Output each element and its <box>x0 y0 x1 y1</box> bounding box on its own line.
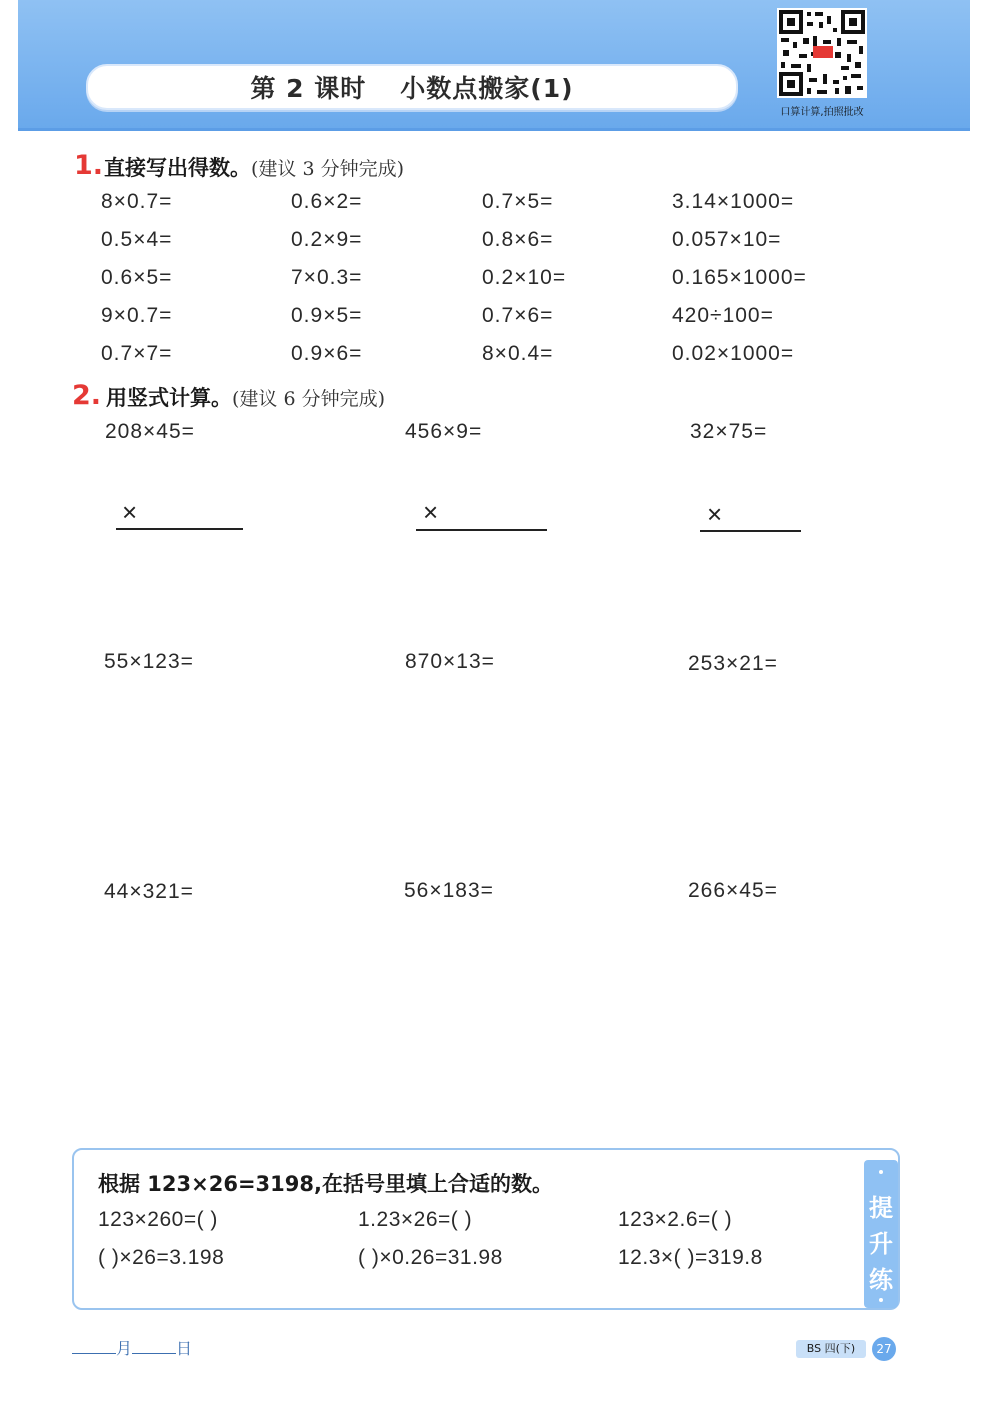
oral-problem: 0.8×6= <box>482 228 554 251</box>
vertical-problem: 55×123= <box>104 650 194 673</box>
section-2-hint: (建议 6 分钟完成) <box>232 388 385 410</box>
vertical-problem: 208×45= <box>105 420 195 443</box>
oral-problem: 0.5×4= <box>101 228 173 251</box>
page-number: 27 <box>872 1337 896 1361</box>
day-blank[interactable] <box>132 1353 176 1354</box>
fill-blank-problem[interactable]: 123×2.6=( ) <box>618 1208 733 1231</box>
vertical-problem: 870×13= <box>405 650 495 673</box>
fill-blank-problem[interactable]: 12.3×( )=319.8 <box>618 1246 763 1269</box>
qr-code-icon[interactable] <box>777 8 867 98</box>
vertical-problem: 32×75= <box>690 420 768 443</box>
grade-tag: BS 四(下) <box>796 1340 866 1358</box>
oral-problem: 0.7×5= <box>482 190 554 213</box>
tab-char: 升 <box>869 1230 893 1258</box>
times-sign: × <box>122 497 138 527</box>
oral-problem: 0.7×6= <box>482 304 554 327</box>
section-1-hint: (建议 3 分钟完成) <box>251 158 404 180</box>
tab-char: 练 <box>869 1266 893 1294</box>
lesson-label: 第 2 课时 <box>250 74 367 103</box>
tab-dot <box>879 1298 883 1302</box>
fill-blank-problem[interactable]: ( )×26=3.198 <box>98 1246 225 1269</box>
oral-problem: 0.9×5= <box>291 304 363 327</box>
section-2-number: 2. <box>72 380 102 411</box>
section-1-title: 直接写出得数。 <box>104 156 251 180</box>
oral-problem: 0.9×6= <box>291 342 363 365</box>
lesson-title: 小数点搬家(1) <box>400 74 574 103</box>
vertical-problem: 266×45= <box>688 879 778 902</box>
times-sign: × <box>423 497 439 527</box>
section-2-title: 用竖式计算。 <box>106 386 232 410</box>
section-2-heading <box>106 382 385 412</box>
answer-line <box>700 530 801 532</box>
section-1-heading <box>104 152 404 182</box>
qr-caption: 口算计算,拍照批改 <box>780 107 864 118</box>
page-title <box>86 64 738 110</box>
oral-problem: 8×0.4= <box>482 342 554 365</box>
month-blank[interactable] <box>72 1353 116 1354</box>
date-field[interactable] <box>72 1336 192 1359</box>
fill-blank-problem[interactable]: 123×260=( ) <box>98 1208 218 1231</box>
oral-problem: 420÷100= <box>672 304 774 327</box>
answer-line <box>116 528 243 530</box>
oral-problem: 0.165×1000= <box>672 266 807 289</box>
times-sign: × <box>707 499 723 529</box>
boost-title: 根据 123×26=3198,在括号里填上合适的数。 <box>98 1172 553 1196</box>
tab-char: 提 <box>869 1194 893 1222</box>
oral-problem: 0.057×10= <box>672 228 782 251</box>
fill-blank-problem[interactable]: 1.23×26=( ) <box>358 1208 473 1231</box>
section-1-number: 1. <box>74 150 104 181</box>
oral-problem: 8×0.7= <box>101 190 173 213</box>
oral-problem: 9×0.7= <box>101 304 173 327</box>
oral-problem: 0.2×9= <box>291 228 363 251</box>
day-label: 日 <box>176 1339 193 1358</box>
oral-problem: 7×0.3= <box>291 266 363 289</box>
boost-practice-tab <box>864 1160 898 1308</box>
tab-dot <box>879 1170 883 1174</box>
oral-problem: 0.02×1000= <box>672 342 795 365</box>
vertical-problem: 56×183= <box>404 879 494 902</box>
vertical-problem: 44×321= <box>104 880 194 903</box>
oral-problem: 0.2×10= <box>482 266 567 289</box>
oral-problem: 3.14×1000= <box>672 190 795 213</box>
vertical-problem: 456×9= <box>405 420 483 443</box>
oral-problem: 0.7×7= <box>101 342 173 365</box>
vertical-problem: 253×21= <box>688 652 778 675</box>
month-label: 月 <box>116 1339 133 1358</box>
answer-line <box>416 529 547 531</box>
oral-problem: 0.6×2= <box>291 190 363 213</box>
oral-problem: 0.6×5= <box>101 266 173 289</box>
fill-blank-problem[interactable]: ( )×0.26=31.98 <box>358 1246 503 1269</box>
